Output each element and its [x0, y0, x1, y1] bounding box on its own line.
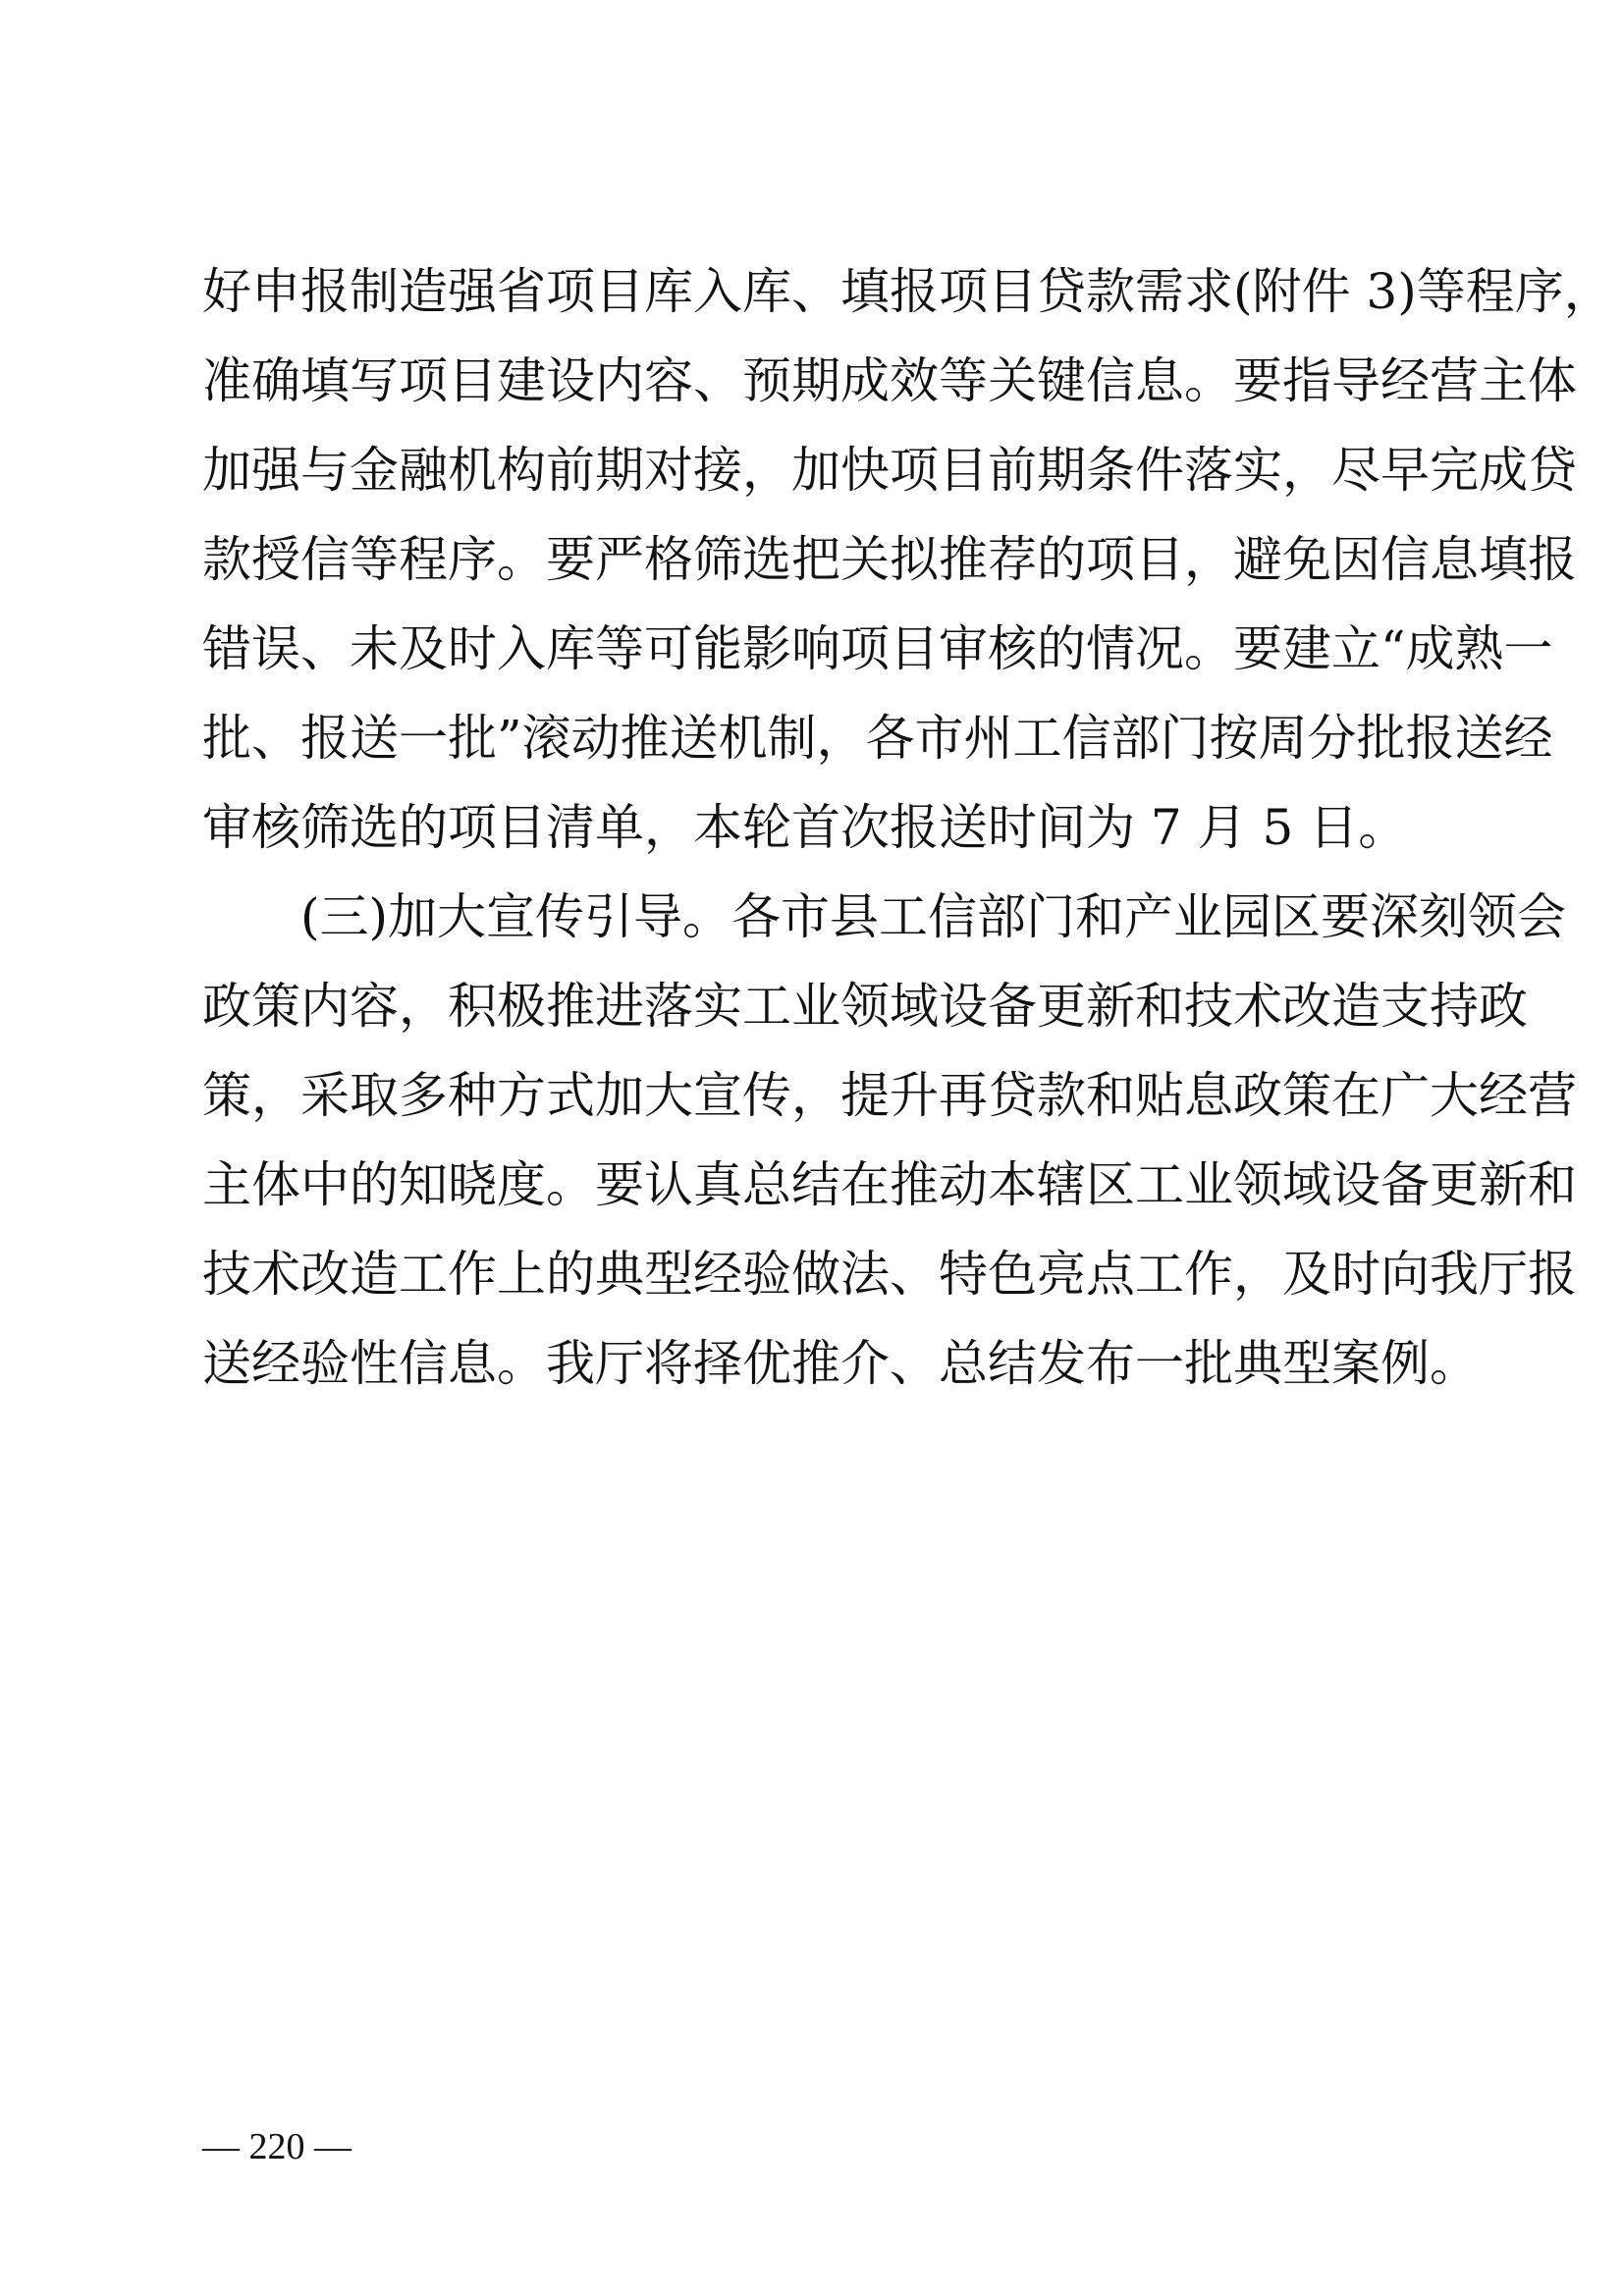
text-line: 准确填写项目建设内容、预期成效等关键信息。要指导经营主体	[202, 352, 1577, 409]
text-line: 审核筛选的项目清单，本轮首次报送时间为 7 月 5 日。	[202, 799, 1408, 856]
text-line: 政策内容，积极推进落实工业领域设备更新和技术改造支持政	[202, 978, 1528, 1035]
text-line: (三)加大宣传引导。各市县工信部门和产业园区要深刻领会	[202, 888, 1567, 945]
text-line: 主体中的知晓度。要认真总结在推动本辖区工业领域设备更新和	[202, 1156, 1577, 1213]
text-line: 技术改造工作上的典型经验做法、特色亮点工作，及时向我厅报	[202, 1246, 1577, 1303]
body-text	[202, 247, 1613, 1409]
text-line: 批、报送一批”滚动推送机制，各市州工信部门按周分批报送经	[202, 710, 1553, 767]
page-number: — 220 —	[202, 2126, 352, 2167]
text-line: 款授信等程序。要严格筛选把关拟推荐的项目，避免因信息填报	[202, 531, 1577, 588]
text-line: 加强与金融机构前期对接，加快项目前期条件落实，尽早完成贷	[202, 442, 1577, 499]
text-line: 策，采取多种方式加大宣传，提升再贷款和贴息政策在广大经营	[202, 1067, 1577, 1124]
text-line: 错误、未及时入库等可能影响项目审核的情况。要建立“成熟一	[202, 620, 1553, 677]
text-line: 送经验性信息。我厅将择优推介、总结发布一批典型案例。	[202, 1335, 1479, 1392]
text-line: 好申报制造强省项目库入库、填报项目贷款需求(附件 3)等程序，	[202, 263, 1613, 320]
